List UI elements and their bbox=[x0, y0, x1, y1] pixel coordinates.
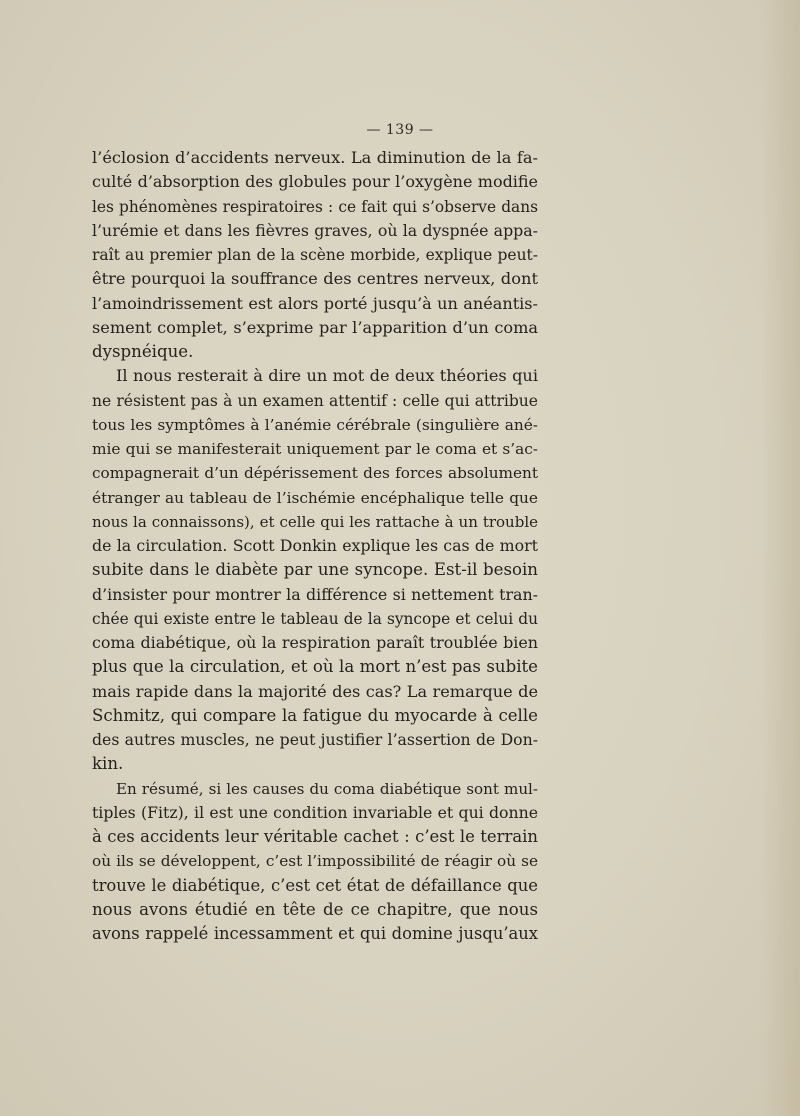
text-line: l’urémie et dans les fièvres graves, où la dyspnée appa- bbox=[92, 220, 538, 240]
text-line: sement complet, s’exprime par l’apparition d’un coma bbox=[92, 317, 538, 337]
text-line: avons rappelé incessamment et qui domine jusqu’aux bbox=[92, 924, 538, 943]
text-line: compagnerait d’un dépérissement des forces absolument bbox=[92, 464, 538, 483]
text-line: trouve le diabétique, c’est cet état de défaillance que bbox=[92, 875, 538, 895]
text-line: raît au premier plan de la scène morbide, explique peut- bbox=[92, 246, 538, 264]
text-line: mie qui se manifesterait uniquement par le coma et s’ac- bbox=[92, 440, 538, 458]
text-line: culté d’absorption des globules pour l’oxygène modifie bbox=[92, 172, 538, 192]
text-line: étranger au tableau de l’ischémie encéphalique telle que bbox=[92, 488, 538, 507]
text-line: ne résistent pas à un examen attentif : celle qui attribue bbox=[92, 391, 538, 410]
text-line: les phénomènes respiratoires : ce fait qui s’observe dans bbox=[92, 197, 538, 216]
text-line: tous les symptômes à l’anémie cérébrale (singulière ané- bbox=[92, 415, 538, 434]
text-line: dyspnéique. bbox=[92, 342, 194, 361]
page-edge-shadow bbox=[760, 0, 800, 1116]
text-line: l’éclosion d’accidents nerveux. La diminution de la fa- bbox=[92, 148, 538, 167]
text-line: tiples (Fitz), il est une condition invariable et qui donne bbox=[92, 802, 538, 822]
text-line: être pourquoi la souffrance des centres nerveux, dont bbox=[92, 269, 538, 289]
text-line: plus que la circulation, et où la mort n’est pas subite bbox=[92, 657, 538, 677]
text-line: kin. bbox=[92, 754, 124, 774]
text-line: nous la connaissons), et celle qui les rattache à un trouble bbox=[92, 512, 538, 531]
text-line: des autres muscles, ne peut justifier l’assertion de Don- bbox=[92, 730, 538, 749]
text-line: subite dans le diabète par une syncope. Est-il besoin bbox=[92, 560, 538, 580]
text-line: nous avons étudié en tête de ce chapitre, que nous bbox=[92, 899, 538, 919]
page-number: — 139 — bbox=[366, 122, 434, 138]
text-line: chée qui existe entre le tableau de la syncope et celui du bbox=[92, 609, 538, 628]
text-line: où ils se développent, c’est l’impossibilité de réagir où se bbox=[92, 852, 538, 871]
text-line: à ces accidents leur véritable cachet : c’est le terrain bbox=[92, 827, 538, 846]
text-line: coma diabétique, où la respiration paraît troublée bien bbox=[92, 633, 538, 652]
text-line: de la circulation. Scott Donkin explique les cas de mort bbox=[92, 536, 538, 555]
body-text bbox=[92, 146, 538, 946]
text-line: l’amoindrissement est alors porté jusqu’à un anéantis- bbox=[92, 293, 538, 313]
text-line: Il nous resterait à dire un mot de deux théories qui bbox=[116, 366, 538, 386]
text-line: mais rapide dans la majorité des cas? La remarque de bbox=[92, 681, 538, 701]
text-line: d’insister pour montrer la différence si nettement tran- bbox=[92, 584, 538, 604]
text-line: En résumé, si les causes du coma diabétique sont mul- bbox=[116, 779, 538, 798]
text-line: Schmitz, qui compare la fatigue du myocarde à celle bbox=[92, 705, 538, 725]
